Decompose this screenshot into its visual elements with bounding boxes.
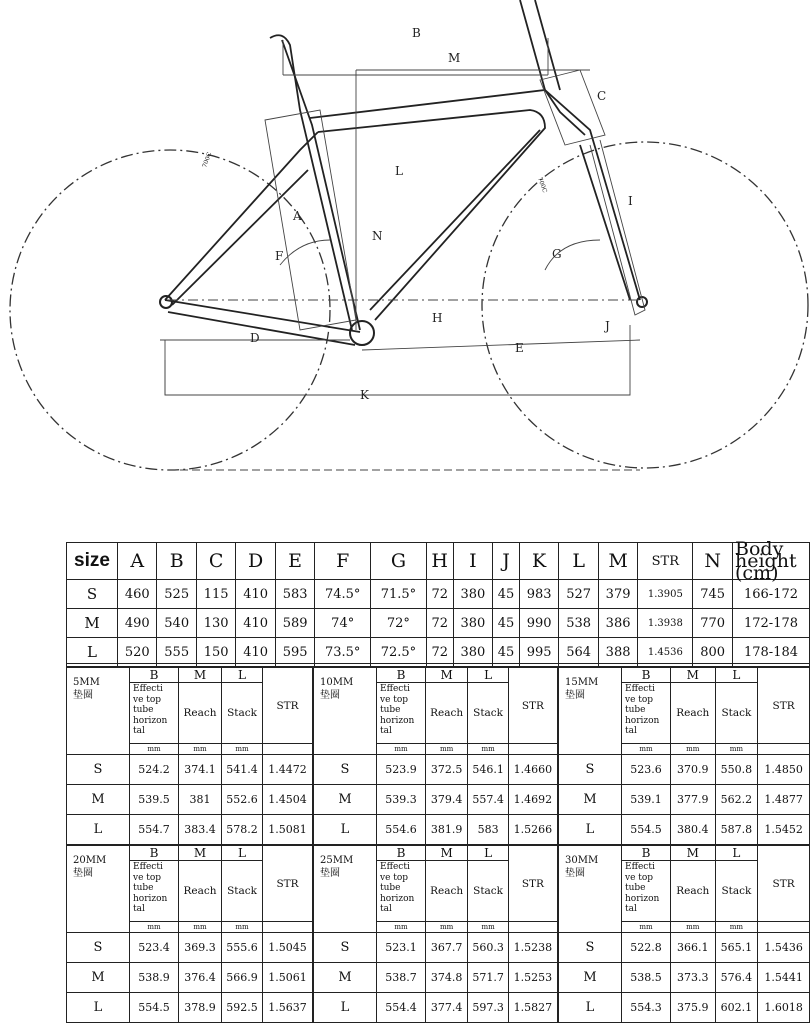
spacer-value: 373.3: [671, 963, 716, 993]
spacer-value: 539.3: [377, 785, 426, 815]
spacer-value: 1.6018: [758, 993, 810, 1023]
dim-label-g: G: [552, 247, 562, 261]
spacer-value: 523.6: [622, 755, 671, 785]
dim-label-k: K: [360, 388, 369, 402]
header-size: size: [67, 543, 118, 580]
col-letter: B: [377, 668, 426, 683]
col-letter: M: [671, 668, 716, 683]
spacer-value: 1.5061: [263, 963, 313, 993]
col-letter: B: [130, 668, 179, 683]
col-b-desc: Effecti ve top tube horizon tal: [622, 683, 671, 744]
spacer-value: 522.8: [622, 933, 671, 963]
dim-label-a: A: [293, 209, 302, 223]
spacer-size: L: [559, 815, 622, 845]
size-value: 74.5°: [315, 580, 371, 609]
size-value: 527: [559, 580, 598, 609]
spacer-table: [558, 667, 810, 845]
spacer-value: 1.5238: [508, 933, 557, 963]
col-reach: Reach: [671, 683, 716, 744]
unit-blank: [758, 922, 810, 933]
col-reach: Reach: [671, 861, 716, 922]
dim-label-l: L: [395, 164, 403, 178]
col-letter: B: [622, 846, 671, 861]
size-value: 388: [598, 638, 637, 667]
col-reach: Reach: [179, 683, 222, 744]
spacer-value: 374.1: [179, 755, 222, 785]
wheel-size-label-front: 700C: [536, 176, 549, 194]
size-value: 564: [559, 638, 598, 667]
unit-blank: [263, 922, 313, 933]
spacer-value: 1.4472: [263, 755, 313, 785]
size-value: 71.5°: [371, 580, 427, 609]
header-cell: STR: [638, 543, 693, 580]
unit-mm: mm: [715, 922, 758, 933]
spacer-size: M: [67, 963, 130, 993]
spacer-value: 583: [468, 815, 508, 845]
col-letter: M: [179, 668, 222, 683]
col-stack: Stack: [468, 861, 508, 922]
spacer-value: 381.9: [426, 815, 468, 845]
header-cell: G: [371, 543, 427, 580]
spacer-value: 1.4660: [508, 755, 557, 785]
spacer-value: 1.5253: [508, 963, 557, 993]
col-letter: M: [426, 846, 468, 861]
dim-label-e: E: [515, 341, 524, 355]
size-value: 538: [559, 609, 598, 638]
spacer-value: 554.7: [130, 815, 179, 845]
spacer-value: 602.1: [715, 993, 758, 1023]
table-separator: [66, 657, 810, 664]
spacer-value: 571.7: [468, 963, 508, 993]
spacer-value: 555.6: [222, 933, 263, 963]
spacer-size: S: [314, 755, 377, 785]
col-reach: Reach: [426, 861, 468, 922]
spacer-value: 370.9: [671, 755, 716, 785]
col-letter: M: [426, 668, 468, 683]
spacer-value: 378.9: [179, 993, 222, 1023]
header-cell: C: [196, 543, 235, 580]
dim-label-m: M: [448, 51, 461, 65]
spacer-value: 366.1: [671, 933, 716, 963]
header-cell: E: [275, 543, 314, 580]
size-value: 115: [196, 580, 235, 609]
unit-mm: mm: [130, 744, 179, 755]
spacer-value: 576.4: [715, 963, 758, 993]
col-b-desc: Effecti ve top tube horizon tal: [130, 861, 179, 922]
spacer-size: M: [559, 785, 622, 815]
spacer-size: M: [314, 963, 377, 993]
col-stack: Stack: [468, 683, 508, 744]
size-table: [66, 538, 810, 667]
spacer-value: 523.9: [377, 755, 426, 785]
col-b-desc: Effecti ve top tube horizon tal: [622, 861, 671, 922]
size-table-header: [67, 543, 810, 580]
spacer-value: 377.9: [671, 785, 716, 815]
size-value: 1.4536: [638, 638, 693, 667]
size-value: 583: [275, 580, 314, 609]
unit-mm: mm: [377, 744, 426, 755]
dim-label-f: F: [275, 249, 284, 263]
spacer-value: 538.5: [622, 963, 671, 993]
spacer-value: 1.5081: [263, 815, 313, 845]
spacer-size: L: [314, 993, 377, 1023]
size-value: 490: [118, 609, 157, 638]
col-str: STR: [263, 846, 313, 922]
size-value: 520: [118, 638, 157, 667]
col-letter: L: [715, 668, 758, 683]
size-value: 73.5°: [315, 638, 371, 667]
spacer-value: 587.8: [715, 815, 758, 845]
spacer-value: 375.9: [671, 993, 716, 1023]
col-letter: L: [468, 668, 508, 683]
dim-label-i: I: [628, 194, 633, 208]
header-cell: A: [118, 543, 157, 580]
dim-label-d: D: [250, 331, 260, 345]
header-body-height: Body height (cm): [733, 543, 810, 580]
size-value: 990: [519, 609, 558, 638]
spacer-value: 1.4504: [263, 785, 313, 815]
unit-mm: mm: [468, 922, 508, 933]
spacer-table: [558, 845, 810, 1023]
spacer-value: 557.4: [468, 785, 508, 815]
size-value: 995: [519, 638, 558, 667]
size-value: 555: [157, 638, 196, 667]
spacer-value: 592.5: [222, 993, 263, 1023]
col-stack: Stack: [715, 861, 758, 922]
spacer-label: 15MM 垫圈: [559, 668, 622, 755]
spacer-value: 1.4850: [758, 755, 810, 785]
col-letter: L: [468, 846, 508, 861]
dim-label-c: C: [597, 89, 607, 103]
dim-label-n: N: [372, 229, 383, 243]
spacer-value: 383.4: [179, 815, 222, 845]
size-value: 45: [493, 580, 520, 609]
header-cell: H: [426, 543, 453, 580]
col-letter: L: [222, 668, 263, 683]
spacer-value: 578.2: [222, 815, 263, 845]
col-letter: M: [179, 846, 222, 861]
spacer-value: 554.4: [377, 993, 426, 1023]
header-cell: M: [598, 543, 637, 580]
dim-label-j: J: [605, 319, 610, 333]
unit-mm: mm: [622, 744, 671, 755]
col-b-desc: Effecti ve top tube horizon tal: [377, 861, 426, 922]
col-reach: Reach: [179, 861, 222, 922]
spacer-size: M: [314, 785, 377, 815]
spacer-value: 539.1: [622, 785, 671, 815]
col-stack: Stack: [222, 861, 263, 922]
size-value: 595: [275, 638, 314, 667]
spacer-size: L: [314, 815, 377, 845]
spacer-value: 554.5: [130, 993, 179, 1023]
spacer-value: 380.4: [671, 815, 716, 845]
unit-mm: mm: [671, 744, 716, 755]
size-value: 72: [426, 580, 453, 609]
rear-wheel: [10, 150, 330, 470]
size-value: 72.5°: [371, 638, 427, 667]
header-cell: I: [453, 543, 492, 580]
spacer-size: S: [559, 933, 622, 963]
spacer-label: 5MM 垫圈: [67, 668, 130, 755]
spacer-table: [313, 667, 558, 845]
col-letter: B: [130, 846, 179, 861]
dim-label-h: H: [432, 311, 443, 325]
spacer-value: 554.3: [622, 993, 671, 1023]
spacer-size: S: [314, 933, 377, 963]
size-value: 540: [157, 609, 196, 638]
spacer-value: 367.7: [426, 933, 468, 963]
unit-mm: mm: [426, 744, 468, 755]
spacer-size: S: [67, 755, 130, 785]
spacer-size: L: [559, 993, 622, 1023]
col-str: STR: [508, 846, 557, 922]
size-value: 410: [236, 580, 275, 609]
size-value: 380: [453, 609, 492, 638]
spacer-label: 25MM 垫圈: [314, 846, 377, 933]
col-str: STR: [508, 668, 557, 744]
size-value: 45: [493, 638, 520, 667]
spacer-value: 374.8: [426, 963, 468, 993]
spacer-table: [66, 667, 313, 845]
size-value: 150: [196, 638, 235, 667]
unit-mm: mm: [426, 922, 468, 933]
spacer-table: [66, 845, 313, 1023]
spacer-value: 1.5827: [508, 993, 557, 1023]
spacer-size: L: [67, 993, 130, 1023]
spacer-value: 1.4877: [758, 785, 810, 815]
size-value: 460: [118, 580, 157, 609]
size-value: 983: [519, 580, 558, 609]
header-cell: B: [157, 543, 196, 580]
size-value: 1.3905: [638, 580, 693, 609]
col-letter: L: [715, 846, 758, 861]
spacer-value: 1.5266: [508, 815, 557, 845]
unit-mm: mm: [222, 744, 263, 755]
size-label: S: [67, 580, 118, 609]
col-letter: B: [377, 846, 426, 861]
size-value: 410: [236, 609, 275, 638]
spacer-value: 538.9: [130, 963, 179, 993]
spacer-size: S: [559, 755, 622, 785]
spacer-value: 1.5637: [263, 993, 313, 1023]
spacer-value: 1.4692: [508, 785, 557, 815]
spacer-value: 541.4: [222, 755, 263, 785]
header-cell: D: [236, 543, 275, 580]
header-cell: J: [493, 543, 520, 580]
spacer-value: 1.5045: [263, 933, 313, 963]
spacer-value: 546.1: [468, 755, 508, 785]
size-value: 130: [196, 609, 235, 638]
unit-mm: mm: [130, 922, 179, 933]
unit-blank: [508, 744, 557, 755]
size-value: 745: [693, 580, 733, 609]
spacer-value: 369.3: [179, 933, 222, 963]
dim-label-b: B: [412, 26, 421, 40]
col-letter: M: [671, 846, 716, 861]
unit-blank: [508, 922, 557, 933]
spacer-value: 560.3: [468, 933, 508, 963]
spacer-size: M: [67, 785, 130, 815]
spacer-table: [313, 845, 558, 1023]
spacer-value: 523.1: [377, 933, 426, 963]
spacer-value: 597.3: [468, 993, 508, 1023]
spacer-label: 10MM 垫圈: [314, 668, 377, 755]
spacer-size: M: [559, 963, 622, 993]
size-value: 379: [598, 580, 637, 609]
size-value: 172-178: [733, 609, 810, 638]
size-value: 1.3938: [638, 609, 693, 638]
size-value: 410: [236, 638, 275, 667]
size-value: 45: [493, 609, 520, 638]
spacer-value: 1.5452: [758, 815, 810, 845]
spacer-value: 1.5441: [758, 963, 810, 993]
size-value: 166-172: [733, 580, 810, 609]
unit-blank: [263, 744, 313, 755]
spacer-value: 381: [179, 785, 222, 815]
unit-blank: [758, 744, 810, 755]
spacer-value: 524.2: [130, 755, 179, 785]
col-reach: Reach: [426, 683, 468, 744]
size-value: 72°: [371, 609, 427, 638]
size-row: [67, 609, 810, 638]
spacer-label: 30MM 垫圈: [559, 846, 622, 933]
col-stack: Stack: [715, 683, 758, 744]
col-b-desc: Effecti ve top tube horizon tal: [130, 683, 179, 744]
size-value: 770: [693, 609, 733, 638]
spacer-value: 1.5436: [758, 933, 810, 963]
size-label: M: [67, 609, 118, 638]
size-value: 72: [426, 609, 453, 638]
spacer-value: 539.5: [130, 785, 179, 815]
spacer-value: 562.2: [715, 785, 758, 815]
col-letter: L: [222, 846, 263, 861]
col-stack: Stack: [222, 683, 263, 744]
spacer-value: 377.4: [426, 993, 468, 1023]
size-value: 178-184: [733, 638, 810, 667]
size-value: 74°: [315, 609, 371, 638]
size-value: 525: [157, 580, 196, 609]
spacer-label: 20MM 垫圈: [67, 846, 130, 933]
size-value: 800: [693, 638, 733, 667]
spacer-value: 565.1: [715, 933, 758, 963]
size-row: [67, 580, 810, 609]
spacer-value: 554.5: [622, 815, 671, 845]
wheel-size-label-rear: 700C: [201, 151, 214, 169]
col-str: STR: [758, 668, 810, 744]
spacer-value: 554.6: [377, 815, 426, 845]
col-str: STR: [263, 668, 313, 744]
spacer-value: 379.4: [426, 785, 468, 815]
size-label: L: [67, 638, 118, 667]
unit-mm: mm: [468, 744, 508, 755]
size-value: 380: [453, 638, 492, 667]
col-b-desc: Effecti ve top tube horizon tal: [377, 683, 426, 744]
header-cell: F: [315, 543, 371, 580]
spacer-value: 372.5: [426, 755, 468, 785]
header-cell: L: [559, 543, 598, 580]
spacer-size: S: [67, 933, 130, 963]
spacer-value: 550.8: [715, 755, 758, 785]
unit-mm: mm: [715, 744, 758, 755]
size-table-body: [67, 580, 810, 667]
col-str: STR: [758, 846, 810, 922]
unit-mm: mm: [622, 922, 671, 933]
col-letter: B: [622, 668, 671, 683]
header-cell: N: [693, 543, 733, 580]
construction-lines: [160, 38, 645, 470]
spacer-value: 552.6: [222, 785, 263, 815]
size-value: 589: [275, 609, 314, 638]
unit-mm: mm: [179, 744, 222, 755]
size-value: 380: [453, 580, 492, 609]
spacer-value: 538.7: [377, 963, 426, 993]
spacer-size: L: [67, 815, 130, 845]
bottom-bracket: [350, 321, 374, 345]
unit-mm: mm: [377, 922, 426, 933]
unit-mm: mm: [671, 922, 716, 933]
spacer-value: 566.9: [222, 963, 263, 993]
unit-mm: mm: [179, 922, 222, 933]
unit-mm: mm: [222, 922, 263, 933]
size-value: 386: [598, 609, 637, 638]
header-cell: K: [519, 543, 558, 580]
spacer-value: 523.4: [130, 933, 179, 963]
size-value: 72: [426, 638, 453, 667]
spacer-value: 376.4: [179, 963, 222, 993]
